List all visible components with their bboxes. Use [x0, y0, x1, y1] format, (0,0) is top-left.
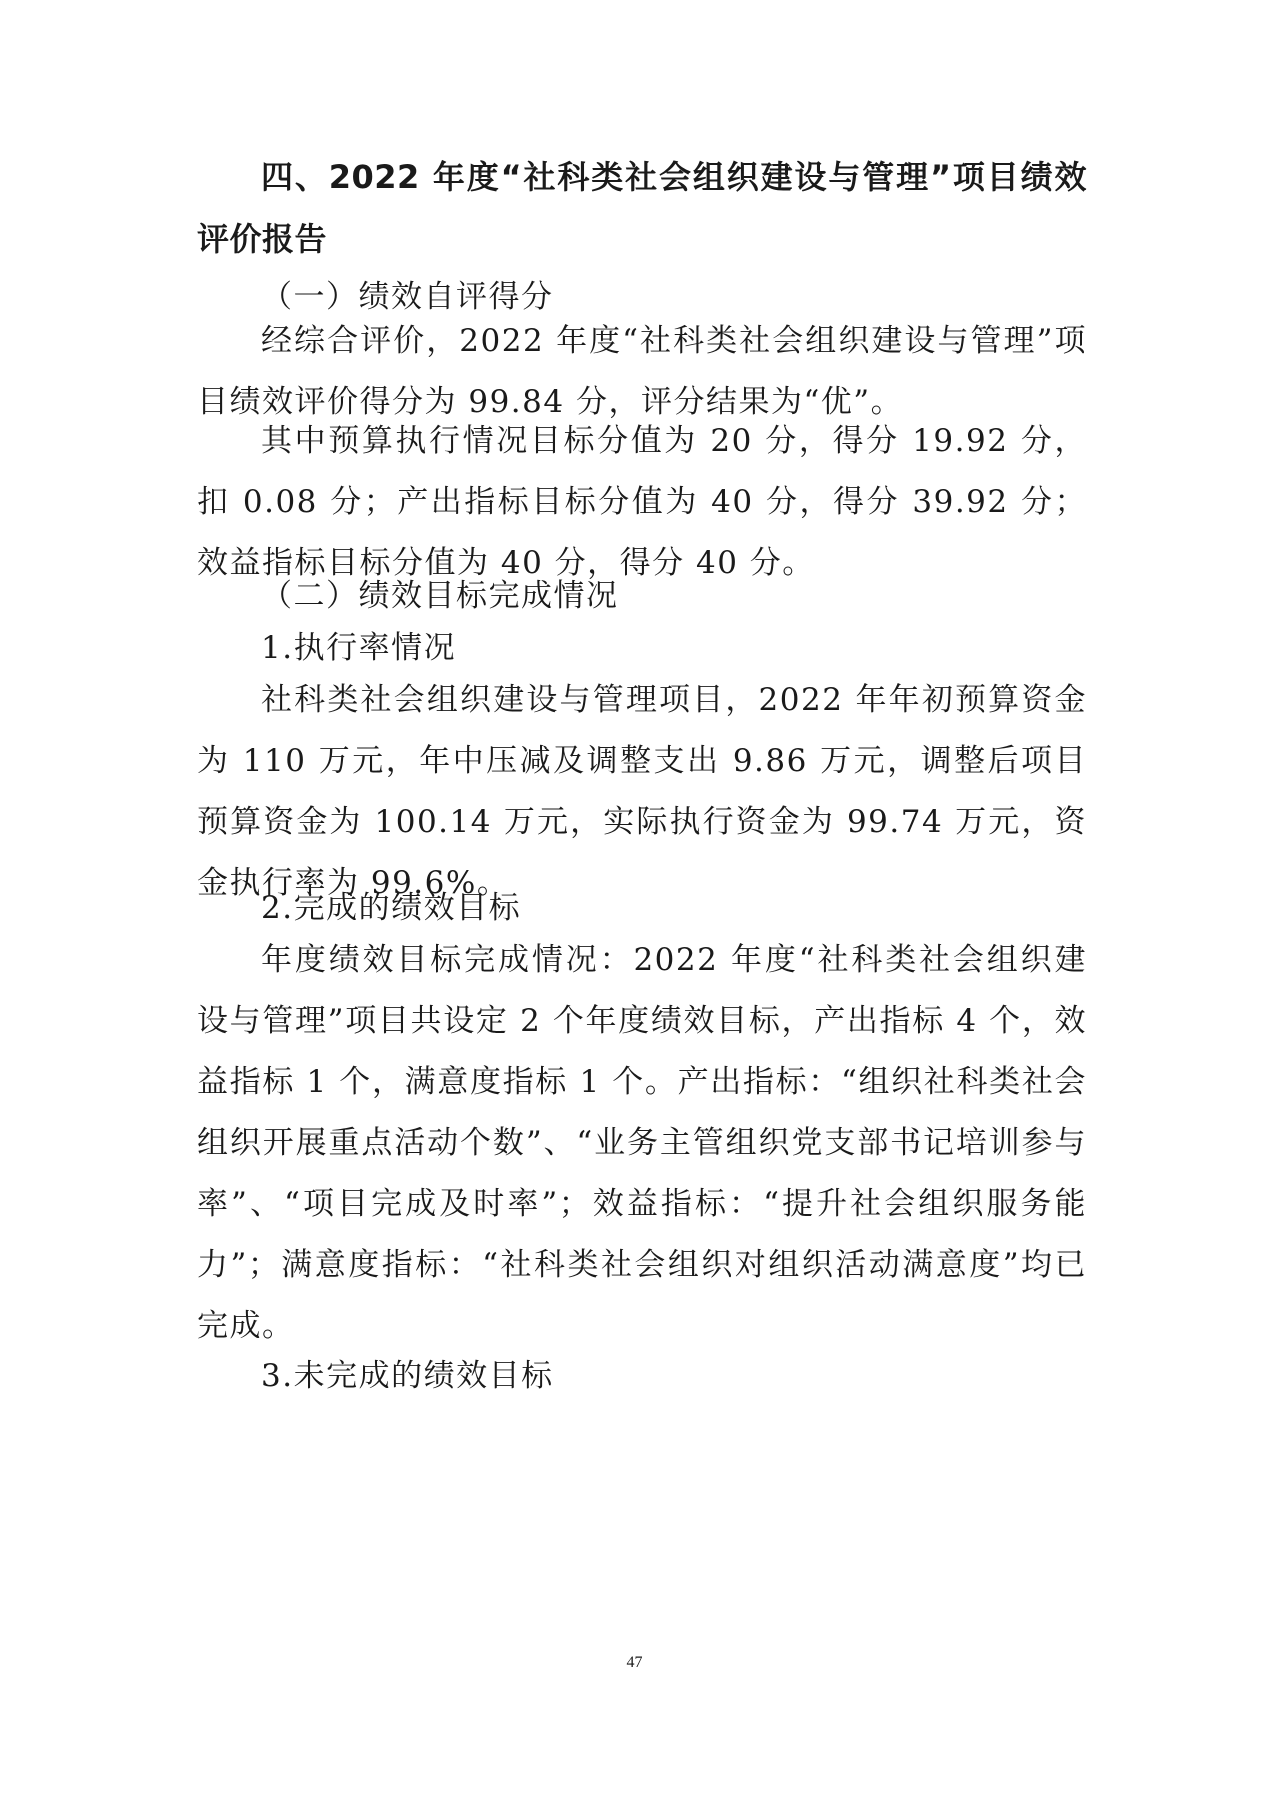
paragraph-completed-goals: 年度绩效目标完成情况：2022 年度“社科类社会组织建设与管理”项目共设定 2 个年度绩效目标，产出指标 4 个，效益指标 1 个，满意度指标 1 个。产出指标：“组织社科类社会组织开展重点活动个数”、“业务主管组织党支部书记培训参与率”、“项目完成及时率”；效益指标：“提升社会组织服务能力”；满意度指标：“社科类社会组织对组织活动满意度”均已完成。	[197, 942, 1087, 1344]
subheading-execution-rate: 1.执行率情况	[261, 630, 457, 666]
page-number: 47	[626, 1654, 643, 1671]
section-heading-self-evaluation: （一）绩效自评得分	[261, 279, 554, 315]
report-title: 四、2022 年度“社科类社会组织建设与管理”项目绩效评价报告	[197, 158, 1087, 258]
paragraph-execution-rate: 社科类社会组织建设与管理项目，2022 年年初预算资金为 110 万元，年中压减及调整支出 9.86 万元，调整后项目预算资金为 100.14 万元，实际执行资金为 99.74 万元，资金执行率为 99.6%。	[197, 682, 1087, 901]
section-heading-goal-completion: （二）绩效目标完成情况	[261, 578, 619, 614]
paragraph-score-breakdown: 其中预算执行情况目标分值为 20 分，得分 19.92 分，扣 0.08 分；产出指标目标分值为 40 分，得分 39.92 分；效益指标目标分值为 40 分，得分 40 分。	[197, 423, 1087, 581]
subheading-uncompleted-goals: 3.未完成的绩效目标	[261, 1358, 554, 1394]
paragraph-overall-score: 经综合评价，2022 年度“社科类社会组织建设与管理”项目绩效评价得分为 99.84 分，评分结果为“优”。	[197, 323, 1087, 420]
subheading-completed-goals: 2.完成的绩效目标	[261, 890, 522, 926]
